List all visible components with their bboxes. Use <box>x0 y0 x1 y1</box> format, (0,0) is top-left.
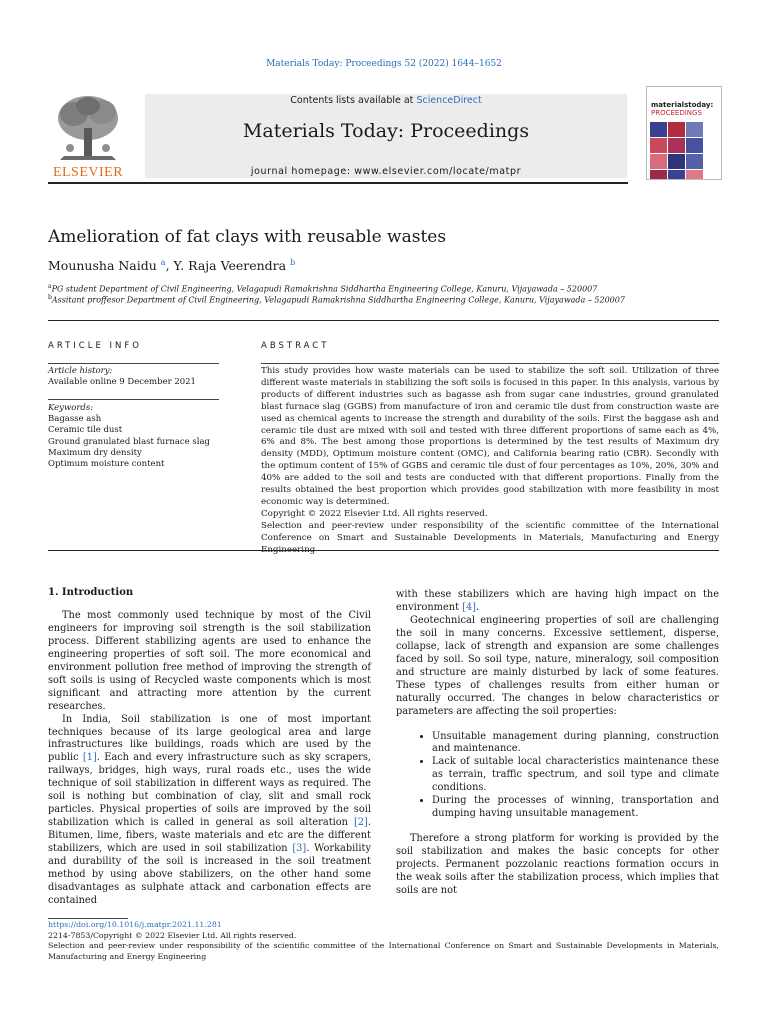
section-rule <box>48 320 719 321</box>
sciencedirect-link[interactable]: ScienceDirect <box>416 95 482 106</box>
elsevier-tree-logo <box>50 92 126 168</box>
author-name: Y. Raja Veerendra <box>173 258 287 274</box>
keyword: Optimum moisture content <box>48 459 165 470</box>
body-column-right <box>396 589 719 898</box>
factor-list <box>396 731 719 822</box>
footnote-selection: Selection and peer-review under responsibility of the scientific committee of the International Conference on Smart and Sustainable Developments in Materials, Manufacturing and Energy Engineering <box>48 941 719 961</box>
keyword: Ceramic tile dust <box>48 425 123 436</box>
reference-link[interactable]: [2] <box>353 817 368 829</box>
reference-link[interactable]: [1] <box>82 752 97 764</box>
body-paragraph: The most commonly used technique by most of the Civil engineers for improving soil strength is the soil stabilization process. Different stabilizing agents are used to enhance the engineering properties of soft soil. The more economical and environment pollution free method of improving the strength of soft soils is using of Recycled waste components which is most significant and attracting more attention by the current researches. <box>48 609 371 712</box>
doi-link[interactable]: https://doi.org/10.1016/j.matpr.2021.11.281 <box>48 920 222 929</box>
section-rule <box>48 550 719 551</box>
body-paragraph: Therefore a strong platform for working is provided by the soil stabilization and makes the basic concepts for other projects. Permanent pozzolanic reactions formation occurs in the weak soils after the stabilization process, which implies that soils are not <box>396 833 719 897</box>
cover-title-line1: materialstoday: <box>651 101 714 109</box>
reference-link[interactable]: [3] <box>292 843 307 855</box>
cover-image-grid <box>649 121 719 169</box>
keywords <box>48 403 210 470</box>
contents-line: Contents lists available at ScienceDirect <box>290 95 482 106</box>
journal-cover-thumbnail <box>646 86 722 180</box>
abstract-copyright: Copyright © 2022 Elsevier Ltd. All rights reserved. <box>261 508 488 519</box>
footnote-rule <box>48 918 128 919</box>
keywords-label: Keywords: <box>48 403 94 413</box>
article-title: Amelioration of fat clays with reusable wastes <box>48 227 447 247</box>
keyword: Ground granulated blast furnace slag <box>48 436 210 447</box>
list-item: • During the processes of winning, transportation and dumping having unsuitable management. <box>432 795 719 821</box>
reference-link[interactable]: [4] <box>462 601 477 613</box>
article-info-rule <box>48 363 219 364</box>
author-list: Mounusha Naidu $^a$, Y. Raja Veerendra $^b$ <box>48 258 296 274</box>
article-info-rule <box>48 399 219 400</box>
abstract-body: This study provides how waste materials can be used to stabilize the soft soil. Utilization of three different waste materials in stabilizing the soft soils is focused in this paper. In this analysis, various by products of different industries such as bagasse ash from sugar cane industries, ground granulated blast furnace slag (GGBS) from manufacture of iron and ceramic tile dust from construction waste are used as chemical agents to increase the strength and durability of the soils. First the baggase ash and ceramic tile dust are mixed with soil and tested with three different proportions of same each as 4%, 6% and 8%. The best among those proportions is determined by the test results of Maximum dry density (MDD), Optimum moisture content (OMC), and California bearing ratio (CBR). Secondly with the optimum content of 15% of GGBS and ceramic tile dust of four percentages as 10%, 20%, 30% and 40% are added to the soil and tests are conducted with that different proportions. Finally from the results obtained the best proportion which provides good stabilization with more feasibility in most economic way is determined. <box>261 366 719 507</box>
header-rule <box>48 182 628 184</box>
article-info-heading: ARTICLE INFO <box>48 341 142 351</box>
abstract-rule <box>261 363 719 364</box>
section-heading: 1. Introduction <box>48 587 134 598</box>
cover-title-line2: PROCEEDINGS <box>651 109 702 117</box>
affiliation-mark[interactable]: b <box>290 258 296 267</box>
journal-citation[interactable]: Materials Today: Proceedings 52 (2022) 1644–1652 <box>266 59 502 69</box>
elsevier-wordmark: ELSEVIER <box>52 165 124 180</box>
homepage-url[interactable]: www.elsevier.com/locate/matpr <box>354 166 522 177</box>
body-paragraph: In India, Soil stabilization is one of most important techniques because of its large geological area and large infrastructures like buildings, roads which are used by the public [1]. Each and every infrastructure such as sky scrapers, railways, bridges, high ways, rural roads etc., uses the wide technique of soil stabilization in different ways as required. The soil is nothing but combination of clay, slit and small rock particles. Physical properties of soils are improved by the soil stabilization which is called in general as soil alteration [2]. Bitumen, lime, fibers, waste materials and etc are the different stabilizers, which are used in soil stabilization [3]. Workability and durability of the soil is increased in the soil treatment method by using above stabilizers, on the other hand some disadvantages as sulphate attack and carbonation effects are contained <box>48 713 371 906</box>
keyword: Maximum dry density <box>48 447 142 458</box>
body-column-left <box>48 587 371 908</box>
affiliation-mark[interactable]: a <box>160 258 166 267</box>
body-paragraph: with these stabilizers which are having high impact on the environment [4]. <box>396 589 719 613</box>
article-history <box>48 366 196 387</box>
affiliation-a: $^a$PG student Department of Civil Engineering, Velagapudi Ramakrishna Siddhartha Engineering College, Kanuru, Vijayawada – 520007 <box>48 283 598 294</box>
list-item: • Lack of suitable local characteristics maintenance these as terrain, traffic spectrum, and soil type and climate conditions. <box>432 756 719 795</box>
abstract-heading: ABSTRACT <box>261 341 330 351</box>
affiliation-b: $^b$Assitant proffesor Department of Civil Engineering, Velagapudi Ramakrishna Siddhartha Engineering College, Kanuru, Vijayawada – 520007 <box>48 294 625 305</box>
journal-title: Materials Today: Proceedings <box>242 120 530 142</box>
footnotes <box>48 920 719 962</box>
list-item: • Unsuitable management during planning, construction and maintenance. <box>432 731 719 757</box>
abstract-text <box>261 366 719 557</box>
journal-homepage: journal homepage: www.elsevier.com/locate/matpr <box>250 166 522 177</box>
abstract-selection: Selection and peer-review under responsibility of the scientific committee of the International Conference on Smart and Sustainable Developments in Materials, Manufacturing and Energy Engineering <box>261 520 719 555</box>
body-paragraph: Geotechnical engineering properties of soil are challenging the soil in many concerns. Excessive settlement, disperse, collapse, lack of strength and expansion are some challenges faced by soil. So soil type, nature, mineralogy, soil composition and structure are mainly disturbed by lack of some features. These types of challenges results from either human or naturally occurred. The changes in below characteristics or parameters are affecting the soil properties: <box>396 614 719 717</box>
history-value: Available online 9 December 2021 <box>48 376 196 387</box>
issn-line: 2214-7853/Copyright © 2022 Elsevier Ltd. All rights reserved. <box>48 930 297 940</box>
keyword: Bagasse ash <box>48 414 102 425</box>
author-name: Mounusha Naidu <box>48 258 157 274</box>
history-label: Article history: <box>48 366 113 376</box>
